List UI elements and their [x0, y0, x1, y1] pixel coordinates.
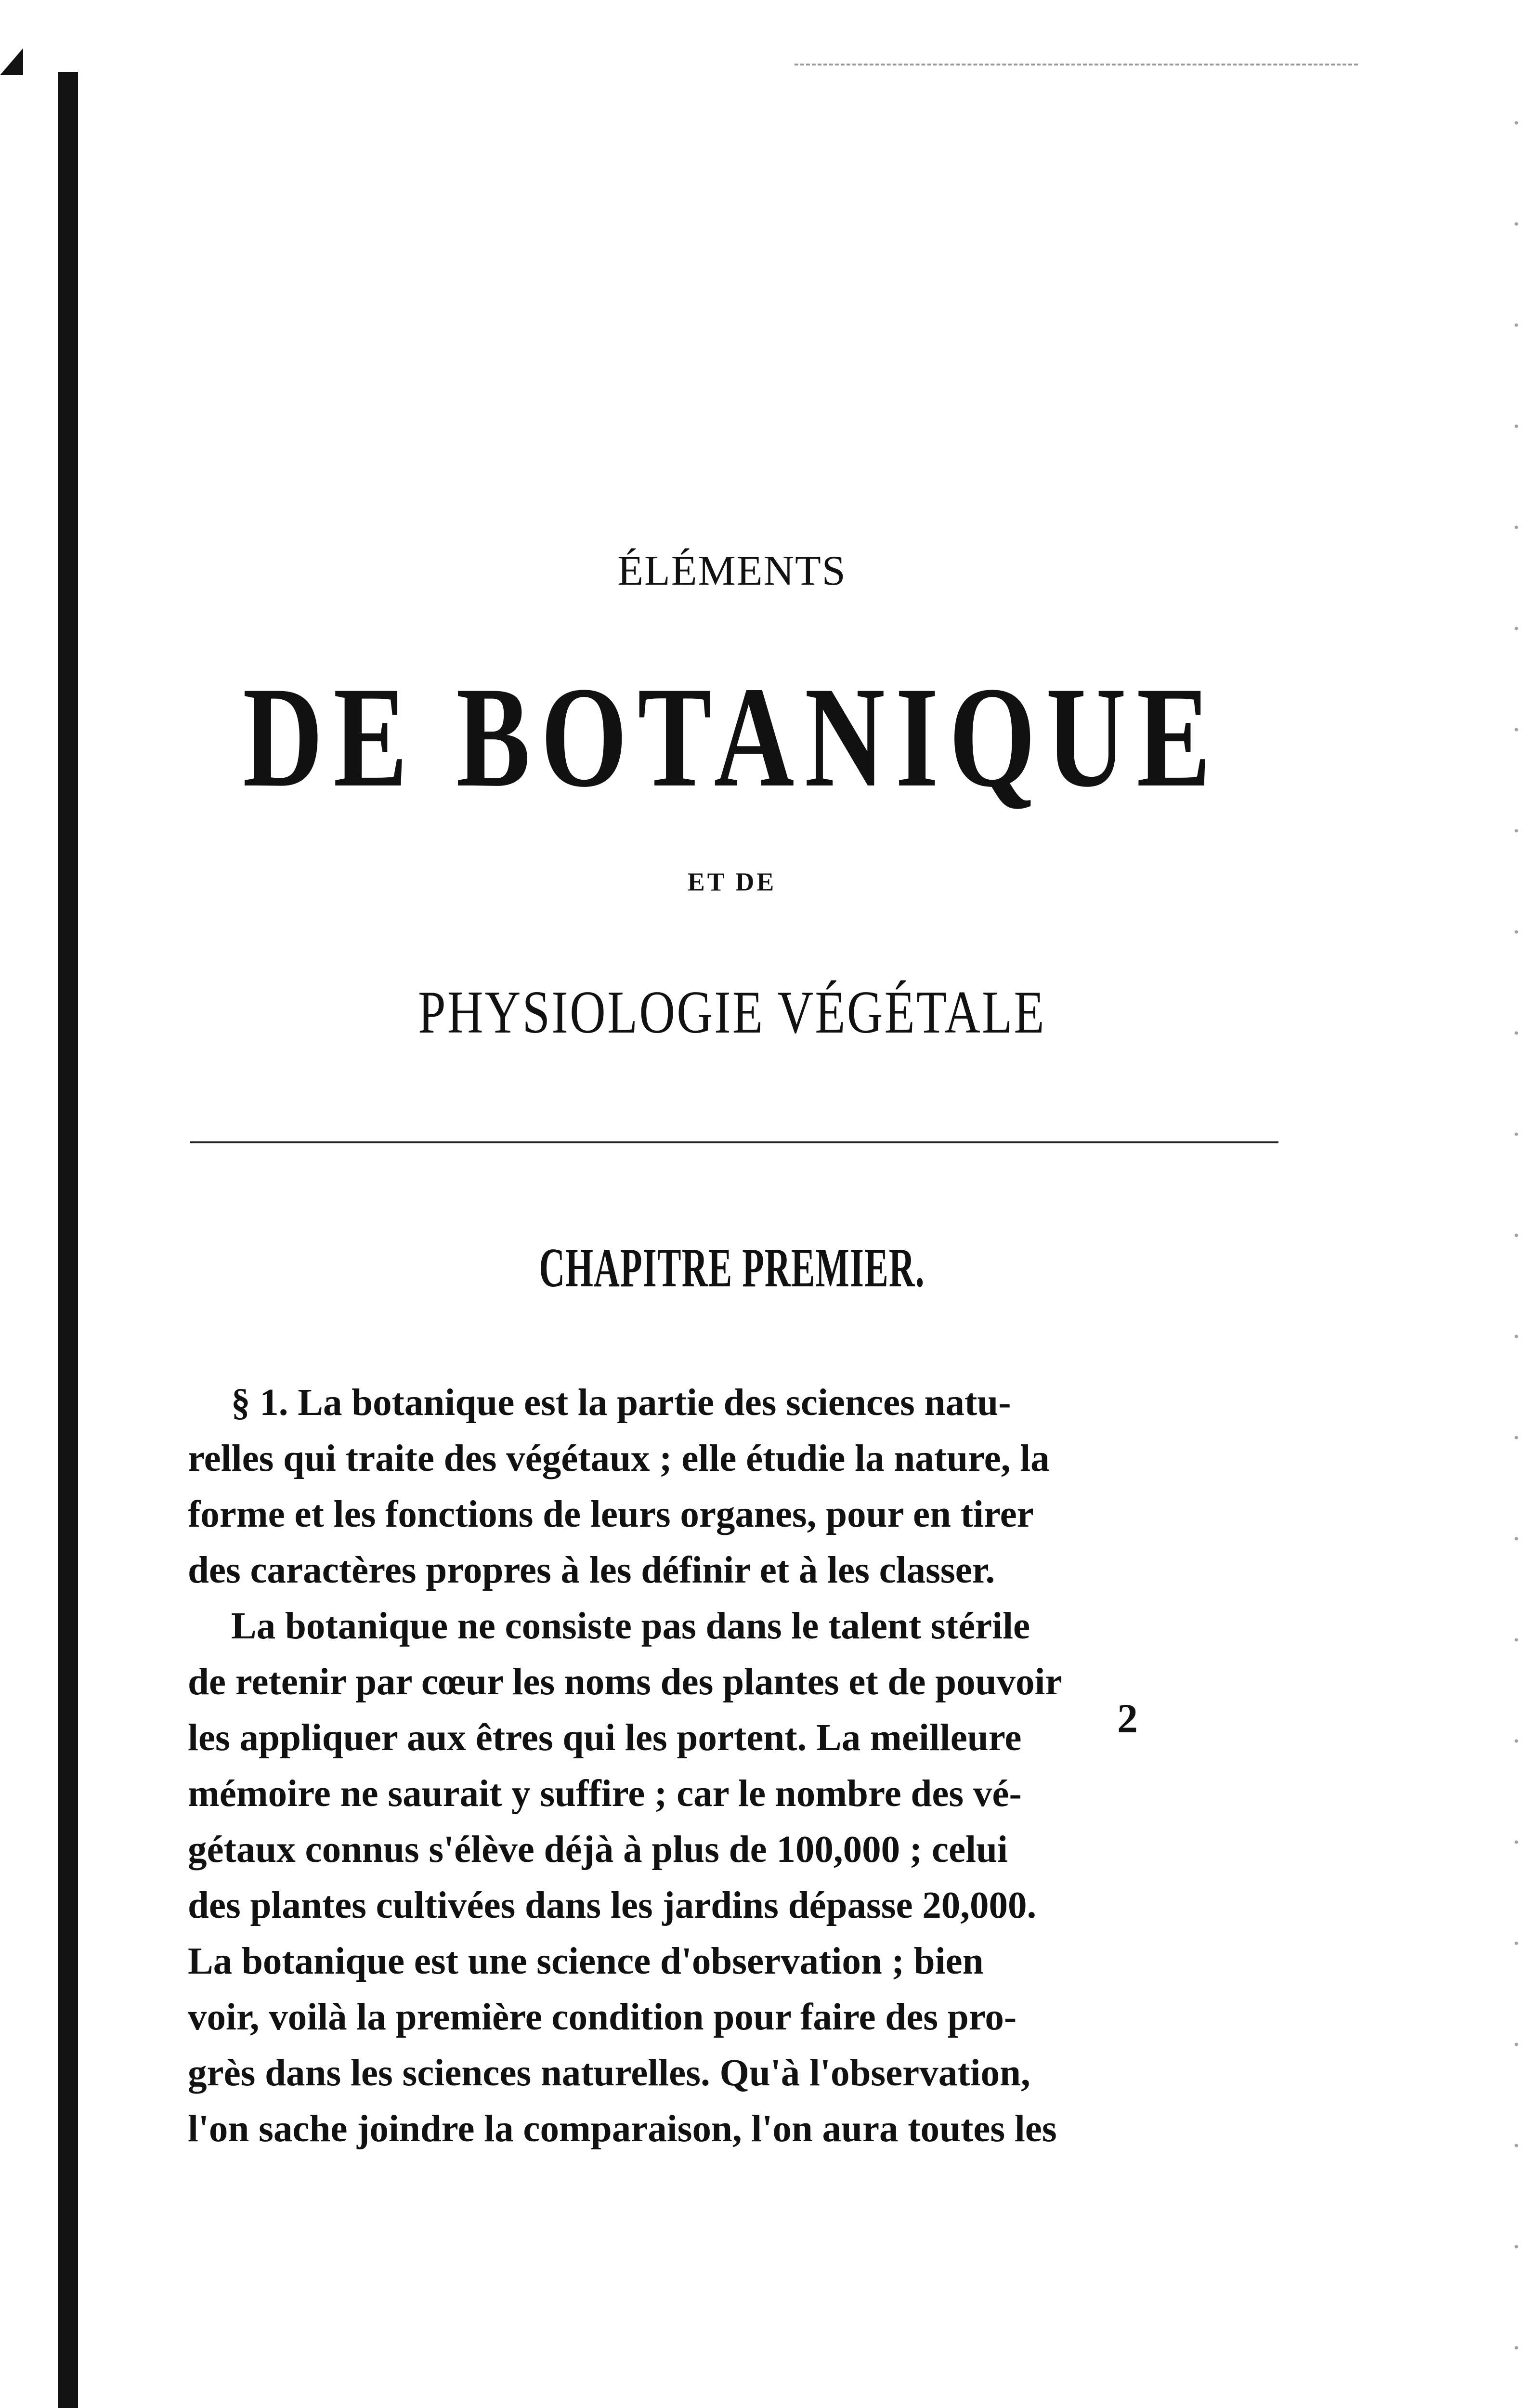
page-number: 2 — [1117, 1695, 1138, 1741]
title-physiologie-vegetale: PHYSIOLOGIE VÉGÉTALE — [418, 979, 1046, 1046]
body-line: relles qui traite des végétaux ; elle étudie la nature, la — [188, 1438, 1050, 1479]
title-de-botanique: DE BOTANIQUE — [242, 657, 1222, 817]
body-line: § 1. La botanique est la partie des sciences natu- — [231, 1382, 1011, 1424]
body-line: forme et les fonctions de leurs organes, pour en tirer — [188, 1493, 1034, 1535]
body-line: La botanique ne consiste pas dans le talent stérile — [231, 1605, 1030, 1647]
body-line: voir, voilà la première condition pour faire des pro- — [188, 1996, 1017, 2038]
body-line: des caractères propres à les définir et à les classer. — [188, 1549, 995, 1591]
scan-right-edge-specks — [1502, 72, 1531, 2408]
body-line: de retenir par cœur les noms des plantes et de pouvoir — [188, 1661, 1062, 1703]
body-line: des plantes cultivées dans les jardins dépasse 20,000. — [188, 1885, 1037, 1926]
title-et-de: ET DE — [687, 867, 777, 896]
section-divider — [190, 1141, 1278, 1143]
body-line: La botanique est une science d'observation ; bien — [188, 1940, 984, 1982]
body-line: grès dans les sciences naturelles. Qu'à l'observation, — [188, 2052, 1030, 2094]
scan-top-rule — [795, 64, 1358, 65]
title-elements: ÉLÉMENTS — [617, 548, 847, 594]
body-line: les appliquer aux êtres qui les portent. La meilleure — [188, 1717, 1022, 1759]
body-paragraphs — [188, 1375, 1290, 2157]
scan-corner-mark — [0, 48, 23, 75]
scan-binding-edge — [58, 72, 78, 2408]
body-line: l'on sache joindre la comparaison, l'on aura toutes les — [188, 2108, 1057, 2150]
body-line: mémoire ne saurait y suffire ; car le nombre des vé- — [188, 1773, 1022, 1815]
chapter-heading: CHAPITRE PREMIER. — [539, 1237, 925, 1299]
body-line: gétaux connus s'élève déjà à plus de 100,000 ; celui — [188, 1829, 1008, 1871]
